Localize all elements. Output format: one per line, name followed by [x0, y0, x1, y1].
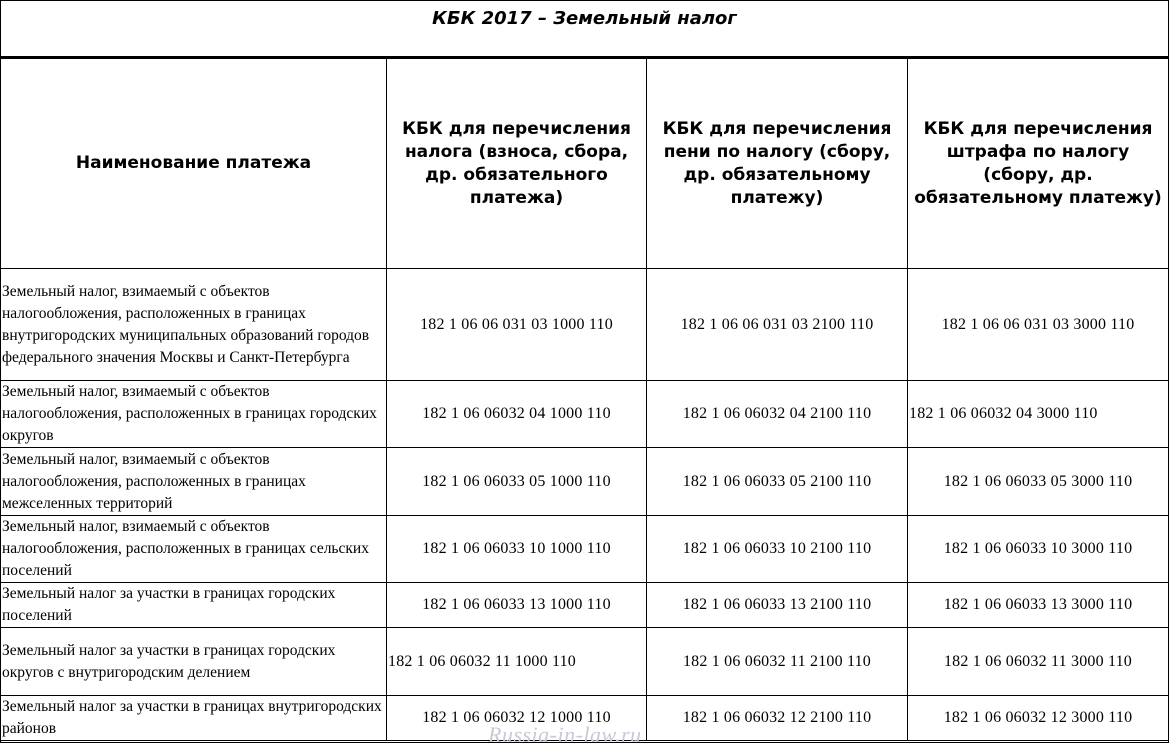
- table-row: [1, 696, 1169, 741]
- kbk-table: [0, 58, 1169, 741]
- row-penalty-interest-kbk: 182 1 06 06033 10 2100 110: [647, 516, 908, 583]
- row-name: Земельный налог, взимаемый с объектов налогообложения, расположенных в границах сельских поселений: [1, 516, 387, 583]
- row-name: Земельный налог, взимаемый с объектов налогообложения, расположенных в границах городских округов: [1, 381, 387, 448]
- row-fine-kbk: 182 1 06 06032 04 3000 110: [908, 381, 1169, 448]
- row-tax-kbk: 182 1 06 06032 12 1000 110: [387, 696, 647, 741]
- row-penalty-interest-kbk: 182 1 06 06032 12 2100 110: [647, 696, 908, 741]
- row-penalty-interest-kbk: 182 1 06 06033 13 2100 110: [647, 583, 908, 628]
- table-row: [1, 381, 1169, 448]
- row-penalty-interest-kbk: 182 1 06 06033 05 2100 110: [647, 448, 908, 516]
- row-fine-kbk: 182 1 06 06033 10 3000 110: [908, 516, 1169, 583]
- header-name: Наименование платежа: [1, 59, 387, 269]
- row-fine-kbk: 182 1 06 06033 13 3000 110: [908, 583, 1169, 628]
- table-row: [1, 516, 1169, 583]
- row-name: Земельный налог за участки в границах внутригородских районов: [1, 696, 387, 741]
- row-penalty-interest-kbk: 182 1 06 06 031 03 2100 110: [647, 269, 908, 381]
- table-row: [1, 583, 1169, 628]
- table-row: [1, 269, 1169, 381]
- row-tax-kbk: 182 1 06 06032 11 1000 110: [387, 628, 647, 696]
- row-fine-kbk: 182 1 06 06033 05 3000 110: [908, 448, 1169, 516]
- row-tax-kbk: 182 1 06 06033 13 1000 110: [387, 583, 647, 628]
- row-penalty-interest-kbk: 182 1 06 06032 11 2100 110: [647, 628, 908, 696]
- row-name: Земельный налог, взимаемый с объектов налогообложения, расположенных в границах межселенных территорий: [1, 448, 387, 516]
- header-fine: КБК для перечисления штрафа по налогу (сбору, др. обязательному платежу): [908, 59, 1169, 269]
- row-fine-kbk: 182 1 06 06032 11 3000 110: [908, 628, 1169, 696]
- row-tax-kbk: 182 1 06 06 031 03 1000 110: [387, 269, 647, 381]
- row-name: Земельный налог, взимаемый с объектов налогообложения, расположенных в границах внутригородских муниципальных образований городов федерального значения Москвы и Санкт-Петербурга: [1, 269, 387, 381]
- row-tax-kbk: 182 1 06 06033 10 1000 110: [387, 516, 647, 583]
- row-fine-kbk: 182 1 06 06032 12 3000 110: [908, 696, 1169, 741]
- row-name: Земельный налог за участки в границах городских округов с внутригородским делением: [1, 628, 387, 696]
- page-title: КБК 2017 – Земельный налог: [1, 1, 1168, 58]
- row-tax-kbk: 182 1 06 06032 04 1000 110: [387, 381, 647, 448]
- row-penalty-interest-kbk: 182 1 06 06032 04 2100 110: [647, 381, 908, 448]
- row-fine-kbk: 182 1 06 06 031 03 3000 110: [908, 269, 1169, 381]
- header-penalty-interest: КБК для перечисления пени по налогу (сбору, др. обязательному платежу): [647, 59, 908, 269]
- row-tax-kbk: 182 1 06 06033 05 1000 110: [387, 448, 647, 516]
- table-header-row: [1, 59, 1169, 269]
- watermark: Russia-in-law.ru: [488, 722, 642, 747]
- table-row: [1, 448, 1169, 516]
- header-tax: КБК для перечисления налога (взноса, сбора, др. обязательного платежа): [387, 59, 647, 269]
- row-name: Земельный налог за участки в границах городских поселений: [1, 583, 387, 628]
- table-row: [1, 628, 1169, 696]
